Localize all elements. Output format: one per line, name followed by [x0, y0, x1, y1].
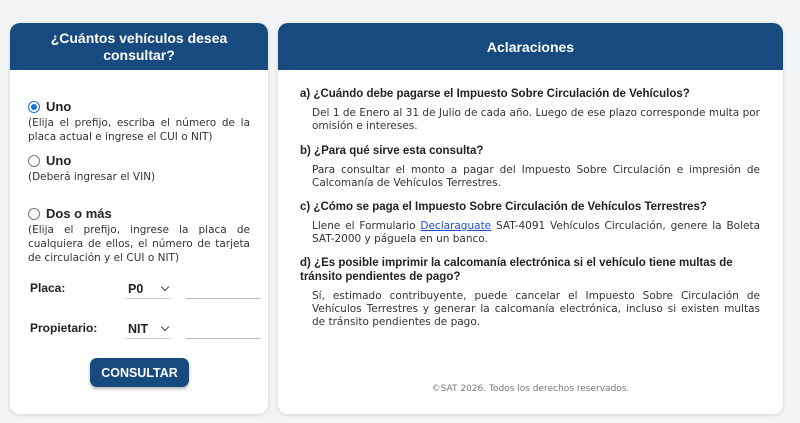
- copyright-footer: ©SAT 2026. Todos los derechos reservados.: [431, 384, 630, 394]
- option-uno-placa-title: Uno: [46, 99, 72, 114]
- option-dos-o-mas[interactable]: [28, 206, 250, 265]
- option-uno-vin-desc: (Deberá ingresar el VIN): [28, 171, 156, 183]
- qa-item: [300, 144, 760, 190]
- aclaraciones-title: Aclaraciones: [486, 38, 575, 55]
- radio-dos-o-mas[interactable]: [28, 208, 40, 220]
- qa-item: [300, 256, 760, 329]
- propietario-type-select[interactable]: [126, 319, 170, 339]
- declaraguate-link[interactable]: Declaraguate: [420, 220, 492, 232]
- option-dos-o-mas-title: Dos o más: [46, 206, 112, 221]
- placa-prefix-select[interactable]: [126, 279, 170, 299]
- question-a: a) ¿Cuándo debe pagarse el Impuesto Sobre Circulación de Vehículos?: [300, 88, 690, 100]
- vehicle-count-card: [10, 23, 268, 414]
- answer-c-before: Llene el Formulario: [312, 220, 416, 232]
- propietario-row: [30, 319, 260, 341]
- consultar-button[interactable]: CONSULTAR: [90, 358, 189, 387]
- answer-c-after: SAT-4091 Vehículos Circulación, genere la Boleta SAT-2000 y páguela en un banco.: [312, 220, 760, 245]
- placa-label: Placa:: [30, 281, 66, 295]
- propietario-input[interactable]: [186, 319, 260, 339]
- option-dos-o-mas-desc: (Elija el prefijo, ingrese la placa de cualquiera de ellos, el número de tarjeta de circulación y el CUI o NIT): [28, 224, 250, 264]
- option-uno-vin[interactable]: [28, 153, 250, 184]
- radio-uno-placa[interactable]: [28, 101, 40, 113]
- placa-row: [30, 279, 260, 301]
- chevron-down-icon: [161, 323, 169, 331]
- question-d: d) ¿Es posible imprimir la calcomanía electrónica si el vehículo tiene multas de tránsito pendientes de pago?: [300, 257, 733, 283]
- answer-c: [300, 220, 760, 246]
- placa-prefix-value: P0: [128, 281, 144, 296]
- answer-b: Para consultar el monto a pagar del Impuesto Sobre Circulación e impresión de Calcomanía de Vehículos Terrestres.: [312, 164, 760, 189]
- propietario-label: Propietario:: [30, 321, 98, 335]
- qa-item: [300, 87, 760, 133]
- answer-d: Sí, estimado contribuyente, puede cancelar el Impuesto Sobre Circulación de Vehículos Terrestres y generar la calcomanía electrónica, incluso si existen multas de tránsito pendientes de pago.: [312, 290, 760, 328]
- propietario-type-value: NIT: [128, 321, 149, 336]
- qa-item: [300, 200, 760, 246]
- aclaraciones-card: [278, 23, 783, 414]
- radio-uno-vin[interactable]: [28, 155, 40, 167]
- placa-input[interactable]: [186, 279, 260, 299]
- answer-a: Del 1 de Enero al 31 de Julio de cada año. Luego de ese plazo corresponde multa por omisión e intereses.: [312, 107, 760, 132]
- aclaraciones-header: [278, 23, 783, 70]
- question-c: c) ¿Cómo se paga el Impuesto Sobre Circulación de Vehículos Terrestres?: [300, 201, 707, 213]
- chevron-down-icon: [161, 283, 169, 291]
- question-b: b) ¿Para qué sirve esta consulta?: [300, 145, 484, 157]
- option-uno-placa[interactable]: [28, 99, 250, 144]
- vehicle-count-header: [10, 23, 268, 70]
- option-uno-placa-desc: (Elija el prefijo, escriba el número de la placa actual e ingrese el CUI o NIT): [28, 117, 250, 143]
- option-uno-vin-title: Uno: [46, 153, 72, 168]
- vehicle-count-title: ¿Cuántos vehículos desea consultar?: [50, 29, 228, 63]
